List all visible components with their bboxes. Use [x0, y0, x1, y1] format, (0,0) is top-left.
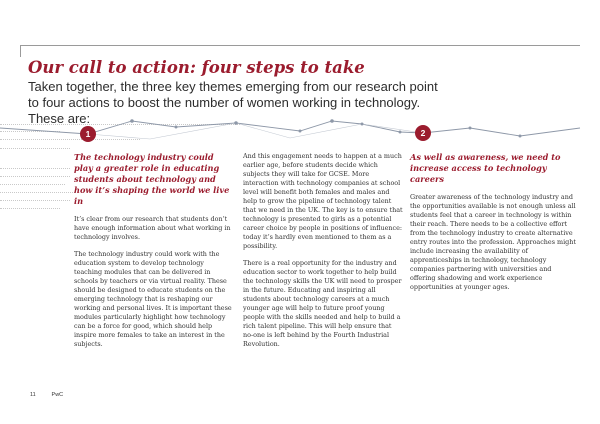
page-subtitle: Taken together, the three key themes emerging from our research point to four actions to boost the number of women working in technology. These are: — [28, 79, 438, 126]
page-title: Our call to action: four steps to take — [28, 58, 365, 77]
column-1 — [74, 152, 234, 357]
column-2-paragraph: And this engagement needs to happen at a much earlier age, before students decide which subjects they will take for GCSE. More interaction with technology companies at school level will benefit both females and males and help to grow the pipeline of technology talent that we need in the UK. The key is to ensure that technology is presented to girls as a potential career choice by people in positions of influence: today it’s hardly even mentioned to them as a possibility. — [243, 152, 403, 250]
timeline-node — [175, 126, 178, 129]
page-footer — [30, 392, 63, 398]
timeline-node — [234, 121, 238, 125]
timeline-node — [399, 131, 402, 134]
timeline-node — [361, 123, 364, 126]
decorative-dotted-line — [0, 168, 70, 169]
column-3-paragraph: Greater awareness of the technology industry and the opportunities available is not enough unless all students feel that a career in technology is within their reach. There needs to be a collective effort from the technology industry to create alternative entry routes into the profession. Approaches might include increasing the availability of apprenticeships in technology, technology companies partnering with universities and offering shadowing and work experience opportunities at younger ages. — [410, 193, 576, 291]
column-3 — [410, 152, 576, 300]
column-1-paragraph: It’s clear from our research that students don’t have enough information about what working in technology involves. — [74, 215, 231, 241]
timeline-node — [299, 130, 302, 133]
column-1-paragraph: The technology industry could work with the education system to develop technology teaching modules that can be delivered in schools by teachers or via virtual reality. These should be designed to educate students on the emerging technology that is reshaping our working and personal lives. It is important these modules particularly highlight how technology can be a force for good, which should help inspire more females to take an interest in the subjects. — [74, 250, 232, 348]
page-number: 11 — [30, 392, 36, 398]
brand-name: PwC — [51, 392, 64, 398]
column-1-heading: The technology industry could play a greater role in educating students about technology and how it’s shaping the world we live in — [74, 152, 230, 206]
decorative-dotted-line — [0, 208, 60, 209]
column-2-paragraph: There is a real opportunity for the industry and education sector to work together to help build the technology skills the UK will need to prosper in the future. Educating and inspiring all students about technology careers at a much younger age will help to future proof young people with the skills needed and help to build a rich talent pipeline. This will help ensure that no-one is left behind by the Fourth Industrial Revolution. — [243, 259, 402, 348]
step-2-marker: 2 — [415, 125, 431, 141]
decorative-dotted-line — [0, 176, 70, 177]
decorative-dotted-line — [0, 192, 75, 193]
timeline-node — [330, 119, 334, 123]
left-frame-tick — [20, 45, 21, 57]
top-frame-line — [20, 45, 580, 46]
column-2 — [243, 152, 403, 357]
timeline-node — [130, 119, 134, 123]
step-1-marker: 1 — [80, 126, 96, 142]
decorative-dotted-line — [0, 184, 65, 185]
timeline-node — [519, 135, 522, 138]
decorative-dotted-line — [0, 200, 70, 201]
column-3-heading: As well as awareness, we need to increase access to technology careers — [410, 152, 561, 184]
timeline-node — [469, 127, 472, 130]
